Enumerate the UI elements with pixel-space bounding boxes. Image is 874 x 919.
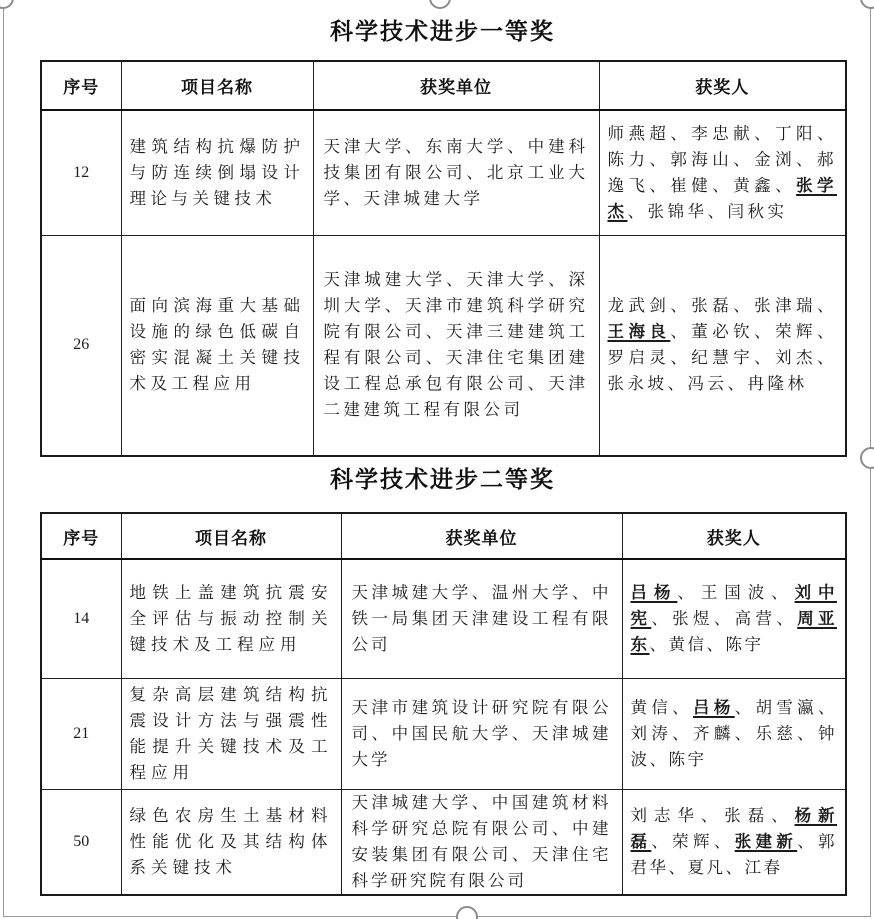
winner-name-highlighted: 吕杨 (630, 582, 678, 602)
award-table-first-prize (40, 60, 847, 457)
winner-names: 、张煜、高营、 (651, 608, 798, 628)
cell-winners (622, 789, 846, 895)
winner-names: 、荣辉、 (651, 831, 735, 851)
column-header-unit: 获奖单位 (313, 61, 599, 110)
winner-name-highlighted: 刘中宪 (630, 582, 837, 628)
selection-handle-top-center[interactable] (429, 0, 451, 9)
cell-unit: 天津市建筑设计研究院有限公司、中国民航大学、天津城建大学 (341, 678, 622, 789)
cell-no: 50 (41, 789, 121, 895)
selection-handle-bottom-center[interactable] (456, 906, 478, 919)
cell-unit: 天津大学、东南大学、中建科技集团有限公司、北京工业大学、天津城建大学 (313, 110, 599, 235)
winner-name-highlighted: 杨新磊 (630, 805, 837, 851)
table-row (41, 678, 846, 789)
cell-winners (622, 559, 846, 678)
table-header-row (41, 513, 846, 559)
winner-names: 、董必钦、荣辉、罗启灵、纪慧宇、刘杰、张永坡、冯云、冉隆林 (607, 322, 838, 394)
winner-name-highlighted: 王海良 (607, 322, 671, 342)
column-header-project: 项目名称 (121, 513, 341, 559)
winner-names: 、黄信、陈宇 (649, 634, 764, 654)
cell-winners (599, 110, 846, 235)
winner-name-highlighted: 张建新 (734, 831, 798, 851)
column-header-no: 序号 (41, 513, 121, 559)
winner-names: 龙武剑、张磊、张津瑞、 (607, 296, 837, 316)
winner-names: 、胡雪瀛、刘涛、齐麟、乐慈、钟波、陈宇 (630, 697, 838, 769)
cell-winners (599, 235, 846, 456)
table-header-row (41, 61, 846, 110)
winner-name-highlighted: 张学杰 (607, 175, 838, 221)
selection-handle-top-right[interactable] (860, 0, 874, 9)
winner-name-highlighted: 周亚东 (630, 608, 838, 654)
cell-project: 绿色农房生土基材料性能优化及其结构体系关键技术 (121, 789, 341, 895)
table-row (41, 559, 846, 678)
cell-winners (622, 678, 846, 789)
section-title-second-prize: 科学技术进步二等奖 (330, 466, 555, 492)
column-header-winners: 获奖人 (599, 61, 846, 110)
winner-name-highlighted: 吕杨 (693, 697, 735, 717)
table-row (41, 235, 846, 456)
cell-unit: 天津城建大学、中国建筑材料科学研究总院有限公司、中建安装集团有限公司、天津住宅科学研究院有限公司 (341, 789, 622, 895)
column-header-unit: 获奖单位 (341, 513, 622, 559)
cell-project: 复杂高层建筑结构抗震设计方法与强震性能提升关键技术及工程应用 (121, 678, 341, 789)
cell-project: 地铁上盖建筑抗震安全评估与振动控制关键技术及工程应用 (121, 559, 341, 678)
winner-names: 黄信、 (630, 697, 693, 717)
column-header-no: 序号 (41, 61, 121, 110)
table-row (41, 789, 846, 895)
cell-no: 14 (41, 559, 121, 678)
selection-handle-right-middle[interactable] (860, 447, 874, 469)
cell-no: 26 (41, 235, 121, 456)
selection-handle-top-left[interactable] (0, 0, 14, 9)
section-title-first-prize: 科学技术进步一等奖 (330, 18, 555, 44)
column-header-project: 项目名称 (121, 61, 313, 110)
winner-names: 、王国波、 (677, 582, 795, 602)
cell-unit: 天津城建大学、天津大学、深圳大学、天津市建筑科学研究院有限公司、天津三建建筑工程有限公司、天津住宅集团建设工程总承包有限公司、天津二建建筑工程有限公司 (313, 235, 599, 456)
winner-names: 、张锦华、闫秋实 (627, 201, 788, 221)
table-row (41, 110, 846, 235)
cell-project: 建筑结构抗爆防护与防连续倒塌设计理论与关键技术 (121, 110, 313, 235)
cell-no: 12 (41, 110, 121, 235)
winner-names: 刘志华、张磊、 (630, 805, 795, 825)
award-table-second-prize (40, 512, 847, 896)
winner-names: 、郭君华、夏凡、江春 (630, 831, 838, 877)
column-header-winners: 获奖人 (622, 513, 846, 559)
cell-no: 21 (41, 678, 121, 789)
winner-names: 师燕超、李忠献、丁阳、陈力、郭海山、金浏、郝逸飞、崔健、黄鑫、 (607, 123, 837, 195)
cell-project: 面向滨海重大基础设施的绿色低碳自密实混凝土关键技术及工程应用 (121, 235, 313, 456)
cell-unit: 天津城建大学、温州大学、中铁一局集团天津建设工程有限公司 (341, 559, 622, 678)
